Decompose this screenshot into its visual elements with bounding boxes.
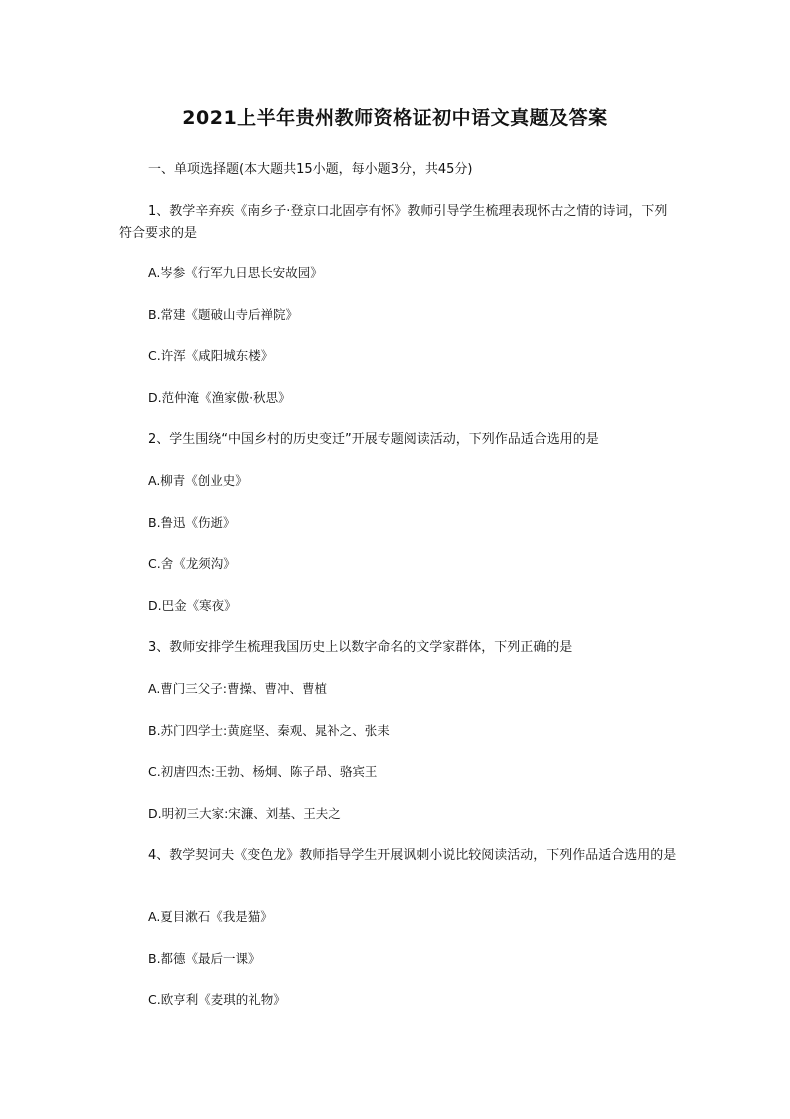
question-2-option-b: B.鲁迅《伤逝》 [148, 515, 236, 530]
question-2-option-c: C.舍《龙须沟》 [148, 556, 236, 571]
document-title: 2021上半年贵州教师资格证初中语文真题及答案 [182, 107, 608, 129]
question-3-stem: 3、教师安排学生梳理我国历史上以数字命名的文学家群体，下列正确的是 [148, 640, 573, 655]
question-4-option-c: C.欧亨利《麦琪的礼物》 [148, 992, 286, 1007]
question-4-option-b: B.都德《最后一课》 [148, 951, 261, 966]
question-1-option-b: B.常建《题破山寺后禅院》 [148, 307, 299, 322]
question-1-stem: 1、教学辛弃疾《南乡子·登京口北固亭有怀》教师引导学生梳理表现怀古之情的诗词，下列符合要求的是 [119, 204, 668, 241]
question-2-option-d: D.巴金《寒夜》 [148, 598, 237, 613]
question-3-option-b: B.苏门四学士:黄庭坚、秦观、晁补之、张耒 [148, 723, 390, 738]
question-2-stem: 2、学生围绕“中国乡村的历史变迁”开展专题阅读活动，下列作品适合选用的是 [148, 432, 599, 447]
question-3-option-a: A.曹门三父子:曹操、曹冲、曹植 [148, 681, 328, 696]
question-3-option-d: D.明初三大家:宋濂、刘基、王夫之 [148, 806, 341, 821]
question-2-option-a: A.柳青《创业史》 [148, 473, 248, 488]
question-1-option-a: A.岑参《行军九日思长安故园》 [148, 265, 323, 280]
section-heading: 一、单项选择题(本大题共15小题，每小题3分，共45分) [148, 162, 473, 177]
question-4-stem: 4、教学契诃夫《变色龙》教师指导学生开展讽刺小说比较阅读活动，下列作品适合选用的是 [148, 848, 677, 863]
question-1-option-d: D.范仲淹《渔家傲·秋思》 [148, 390, 291, 405]
question-4-option-a: A.夏目漱石《我是猫》 [148, 909, 273, 924]
question-1-option-c: C.许浑《咸阳城东楼》 [148, 348, 274, 363]
question-3-option-c: C.初唐四杰:王勃、杨炯、陈子昂、骆宾王 [148, 764, 378, 779]
